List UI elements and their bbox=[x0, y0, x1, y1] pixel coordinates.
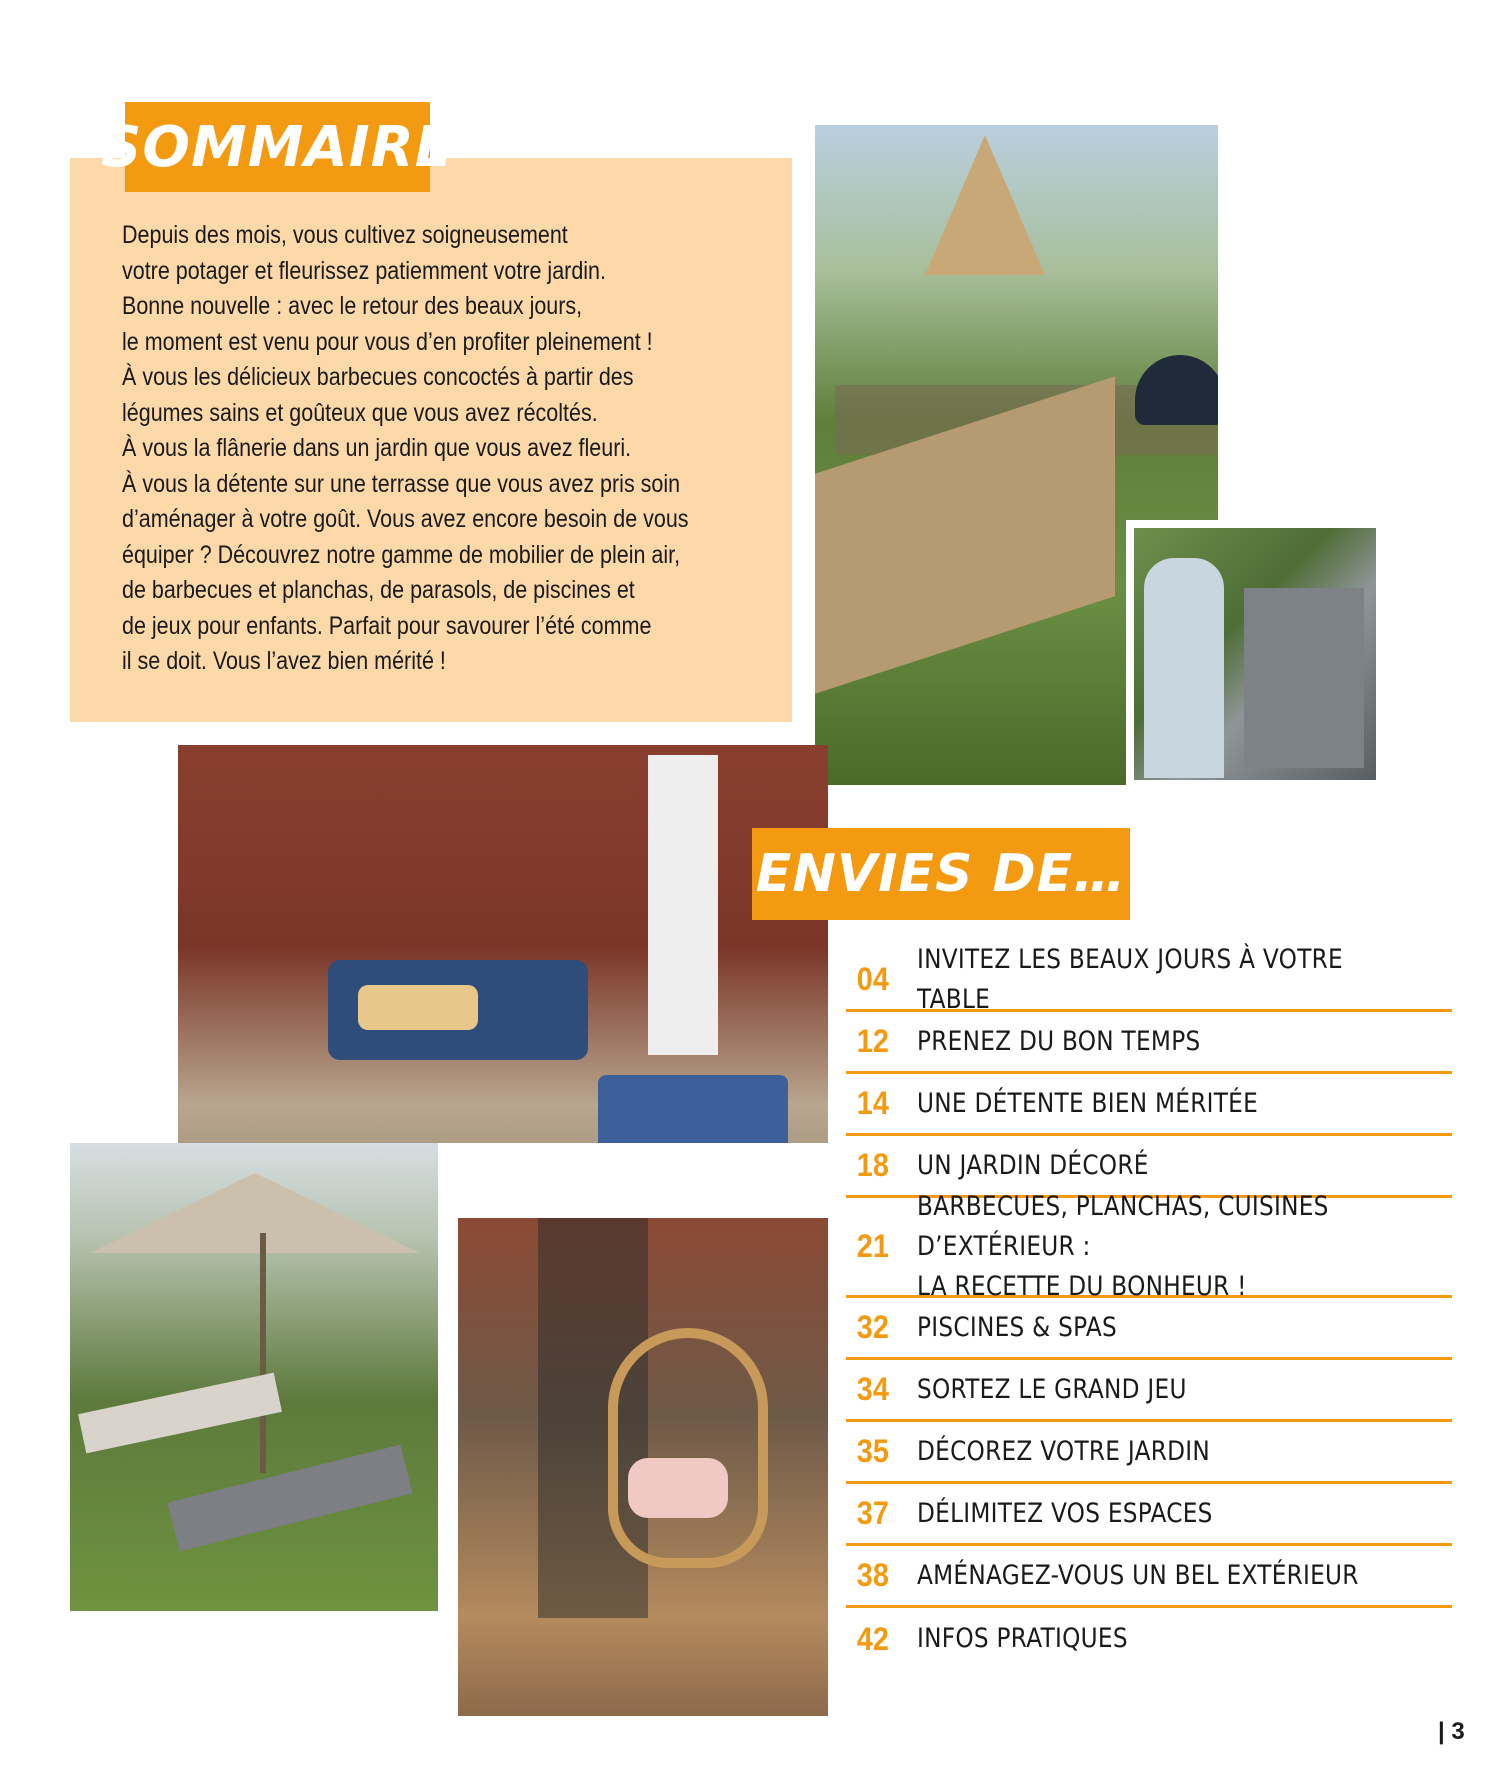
page-number: | 3 bbox=[1438, 1718, 1465, 1745]
toc-page-number: 42 bbox=[856, 1620, 889, 1657]
toc-item[interactable] bbox=[846, 1190, 1452, 1302]
toc-page-number: 12 bbox=[856, 1023, 889, 1059]
intro-text: Depuis des mois, vous cultivez soigneusement votre potager et fleurissez patiemment votre jardin. Bonne nouvelle : avec le retour des beaux jours, le moment est venu pour vous d’en profiter pleinement ! À vous les délicieux barbecues concoctés à partir des légumes sains et goûteux que vous avez récoltés. À vous la flânerie dans un jardin que vous avez fleuri. À vous la détente sur une terrasse que vous avez pris soin d’aménager à votre goût. Vous avez encore besoin de vous équiper ? Découvrez notre gamme de mobilier de plein air, de barbecues et planchas, de parasols, de piscines et de jeux pour enfants. Parfait pour savourer l’été comme il se doit. Vous l’avez bien mérité ! bbox=[122, 221, 689, 675]
toc-item[interactable] bbox=[846, 1012, 1452, 1074]
toc-item[interactable] bbox=[846, 943, 1452, 1015]
toc-page-number: 18 bbox=[856, 1147, 889, 1183]
toc-item[interactable] bbox=[846, 1298, 1452, 1360]
toc-page-number: 21 bbox=[856, 1228, 889, 1264]
white-gap bbox=[458, 1143, 828, 1218]
toc-page-number: 38 bbox=[856, 1557, 889, 1593]
photo-hanging-egg-chair bbox=[458, 1218, 828, 1716]
toc-label: DÉLIMITEZ VOS ESPACES bbox=[916, 1497, 1213, 1529]
toc-label: INVITEZ LES BEAUX JOURS À VOTRE TABLE bbox=[916, 943, 1343, 1015]
toc-page-number: 32 bbox=[856, 1309, 889, 1345]
toc-page-number: 37 bbox=[856, 1495, 889, 1531]
toc-page-number: 04 bbox=[856, 961, 889, 997]
photo-patio-lounge bbox=[178, 745, 828, 1195]
toc-label: SORTEZ LE GRAND JEU bbox=[916, 1373, 1187, 1405]
white-gap bbox=[438, 1143, 460, 1195]
toc-label: PRENEZ DU BON TEMPS bbox=[916, 1025, 1201, 1057]
toc-page-number: 35 bbox=[856, 1433, 889, 1469]
toc-item[interactable] bbox=[846, 1484, 1452, 1546]
toc-item[interactable] bbox=[846, 1422, 1452, 1484]
toc-item[interactable] bbox=[846, 1074, 1452, 1136]
toc-item[interactable] bbox=[846, 1546, 1452, 1608]
envies-title: ENVIES DE… bbox=[752, 828, 1130, 920]
toc-label: UN JARDIN DÉCORÉ bbox=[916, 1149, 1149, 1181]
toc-label: AMÉNAGEZ-VOUS UN BEL EXTÉRIEUR bbox=[916, 1559, 1359, 1591]
photo-man-at-grill bbox=[1126, 520, 1384, 788]
toc-label: INFOS PRATIQUES bbox=[916, 1623, 1128, 1654]
toc-item[interactable] bbox=[846, 1608, 1452, 1670]
toc-label: PISCINES & SPAS bbox=[916, 1311, 1117, 1343]
table-of-contents bbox=[846, 943, 1452, 1670]
toc-page-number: 14 bbox=[856, 1085, 889, 1121]
toc-item[interactable] bbox=[846, 1360, 1452, 1422]
toc-label: BARBECUES, PLANCHAS, CUISINES D’EXTÉRIEUR : LA RECETTE DU BONHEUR ! bbox=[916, 1190, 1329, 1302]
photo-parasol-loungers bbox=[70, 1143, 438, 1611]
sommaire-title: SOMMAIRE bbox=[125, 102, 430, 192]
toc-label: DÉCOREZ VOTRE JARDIN bbox=[916, 1435, 1210, 1467]
toc-label: UNE DÉTENTE BIEN MÉRITÉE bbox=[916, 1087, 1258, 1119]
toc-page-number: 34 bbox=[856, 1371, 889, 1407]
